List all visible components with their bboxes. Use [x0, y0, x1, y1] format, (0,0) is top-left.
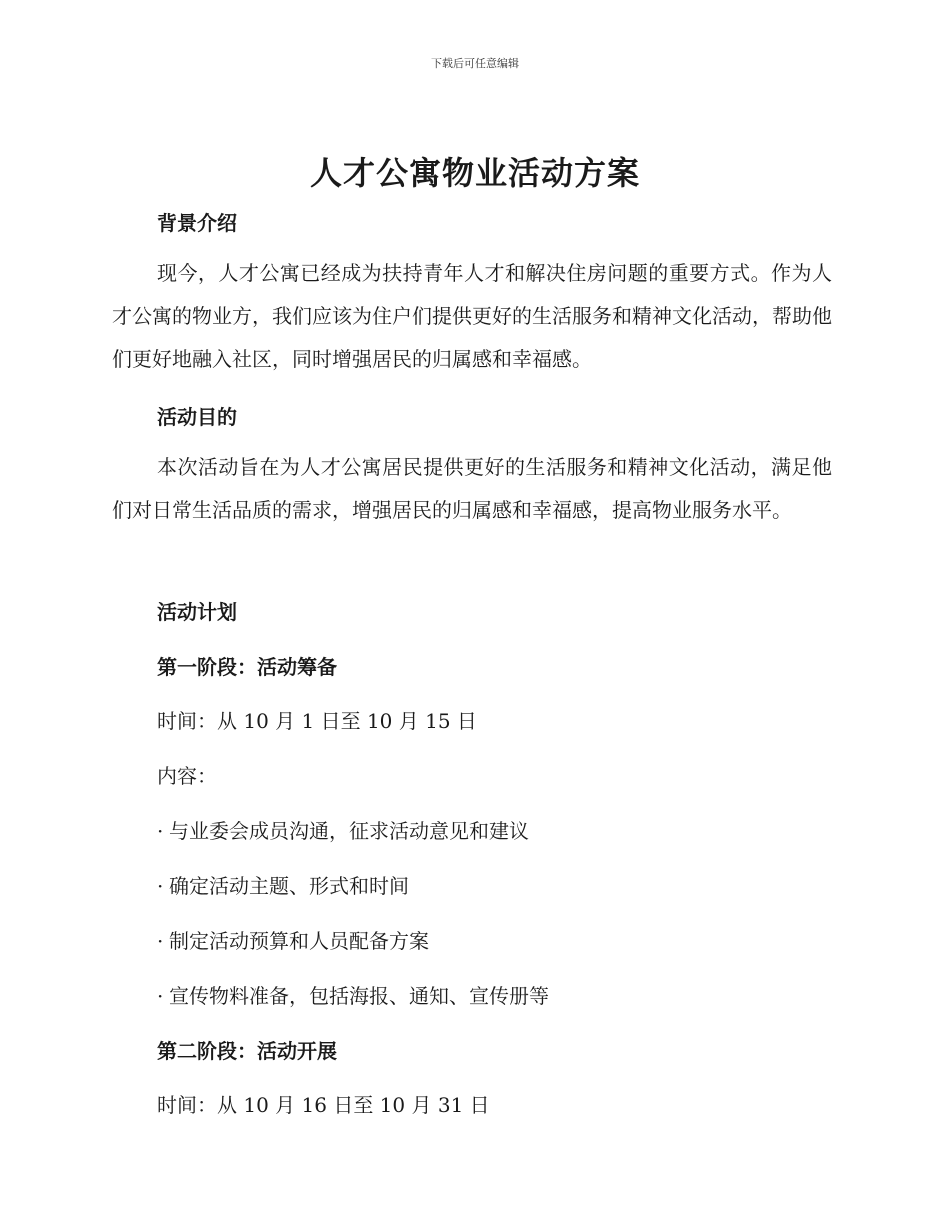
heading-plan: 活动计划: [157, 600, 237, 624]
bullet-icon: ·: [157, 984, 164, 1008]
list-item-text: 与业委会成员沟通，征求活动意见和建议: [169, 819, 529, 843]
list-item: [157, 925, 429, 954]
header-note: 下载后可任意编辑: [431, 57, 519, 70]
bullet-icon: ·: [157, 874, 164, 898]
document-title: 人才公寓物业活动方案: [309, 154, 640, 192]
list-item-text: 宣传物料准备，包括海报、通知、宣传册等: [169, 984, 549, 1008]
paragraph-background: 现今，人才公寓已经成为扶持青年人才和解决住房问题的重要方式。作为人才公寓的物业方，我们应该为住户们提供更好的生活服务和精神文化活动，帮助他们更好地融入社区，同时增强居民的归属感和幸福感。: [112, 261, 832, 371]
list-item: [157, 870, 409, 899]
phase1-time: 时间：从 10 月 1 日至 10 月 15 日: [157, 709, 477, 733]
phase2-time: 时间：从 10 月 16 日至 10 月 31 日: [157, 1093, 490, 1117]
heading-purpose: 活动目的: [157, 405, 237, 429]
heading-phase1: 第一阶段：活动筹备: [157, 655, 337, 679]
heading-background: 背景介绍: [157, 211, 237, 235]
list-item-text: 制定活动预算和人员配备方案: [169, 929, 429, 953]
list-item: [157, 980, 549, 1009]
heading-phase2: 第二阶段：活动开展: [157, 1039, 337, 1063]
bullet-icon: ·: [157, 929, 164, 953]
paragraph-purpose: 本次活动旨在为人才公寓居民提供更好的生活服务和精神文化活动，满足他们对日常生活品质的需求，增强居民的归属感和幸福感，提高物业服务水平。: [112, 455, 832, 522]
list-item-text: 确定活动主题、形式和时间: [169, 874, 409, 898]
bullet-icon: ·: [157, 819, 164, 843]
list-item: [157, 815, 529, 844]
phase1-content-label: 内容：: [157, 764, 217, 788]
